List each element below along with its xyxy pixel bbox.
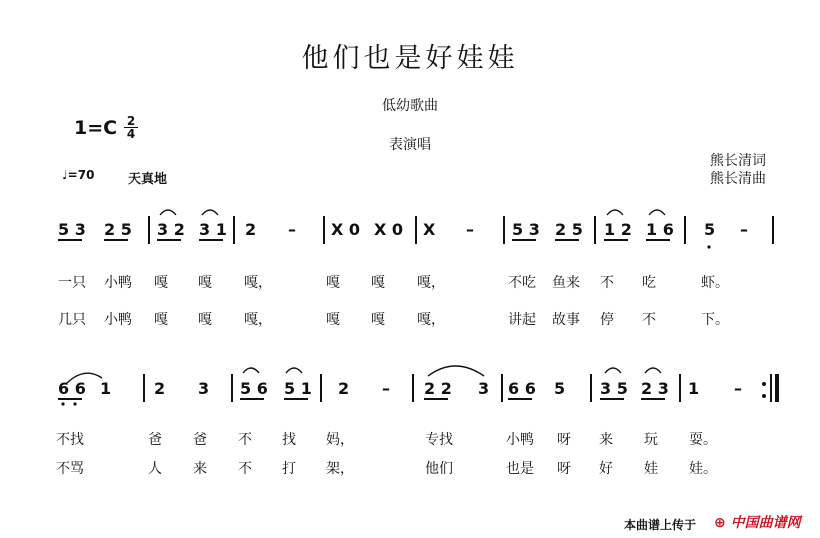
slur-icon bbox=[428, 366, 484, 376]
note: 1 2 bbox=[604, 220, 632, 239]
beam bbox=[284, 398, 308, 400]
barline bbox=[679, 374, 681, 402]
lyric: 嘎 bbox=[154, 275, 168, 291]
lyric: 嘎 bbox=[198, 275, 212, 291]
beam bbox=[58, 398, 82, 400]
lyric: 小鸭 bbox=[506, 432, 534, 448]
barline bbox=[412, 374, 414, 402]
time-numerator: 2 bbox=[126, 114, 136, 128]
note: – bbox=[382, 379, 390, 398]
beam bbox=[641, 398, 665, 400]
beam bbox=[600, 398, 624, 400]
song-category: 低幼歌曲 bbox=[382, 98, 438, 114]
note: – bbox=[466, 220, 474, 239]
lyric: 人 bbox=[148, 461, 162, 477]
lyric: 不 bbox=[642, 312, 656, 328]
lyric: 不 bbox=[238, 432, 252, 448]
barline bbox=[501, 374, 503, 402]
lyric: 爸 bbox=[148, 432, 162, 448]
lyricist-credit: 熊长清词 bbox=[710, 153, 766, 169]
note: 6 6 bbox=[508, 379, 536, 398]
lyric: 他们 bbox=[425, 461, 453, 477]
lyric: 嘎 bbox=[154, 312, 168, 328]
lyric: 嘎， bbox=[417, 275, 445, 291]
note: 3 2 bbox=[157, 220, 185, 239]
note: 2 5 bbox=[555, 220, 583, 239]
lyric: 嘎， bbox=[244, 275, 272, 291]
lyric: 嘎， bbox=[417, 312, 445, 328]
note: 2 2 bbox=[424, 379, 452, 398]
note: 3 bbox=[478, 379, 490, 398]
lyric: 一只 bbox=[58, 275, 86, 291]
lyric: 呀 bbox=[557, 432, 571, 448]
fermata-icon bbox=[160, 210, 176, 215]
note: 5 3 bbox=[512, 220, 540, 239]
fermata-icon bbox=[645, 368, 661, 373]
lyric: 爸 bbox=[193, 432, 207, 448]
note: 5 bbox=[704, 220, 716, 239]
lyric: 不骂 bbox=[56, 461, 84, 477]
barline bbox=[320, 374, 322, 402]
note: – bbox=[740, 220, 748, 239]
lyric: 耍。 bbox=[689, 432, 717, 448]
composer-credit: 熊长清曲 bbox=[710, 171, 766, 187]
repeat-dot bbox=[762, 394, 766, 398]
lyric: 不找 bbox=[56, 432, 84, 448]
note: X 0 bbox=[331, 220, 361, 239]
note: 5 6 bbox=[240, 379, 268, 398]
lyric: 妈， bbox=[326, 432, 354, 448]
lyric: 也是 bbox=[506, 461, 534, 477]
lyric: 呀 bbox=[557, 461, 571, 477]
lyric: 下。 bbox=[701, 312, 729, 328]
lyric: 来 bbox=[193, 461, 207, 477]
lyric: 不 bbox=[600, 275, 614, 291]
repeat-dot bbox=[762, 382, 766, 386]
note: X 0 bbox=[374, 220, 404, 239]
octave-dot bbox=[707, 245, 710, 248]
note: 5 bbox=[554, 379, 566, 398]
note: 2 5 bbox=[104, 220, 132, 239]
lyric: 嘎 bbox=[371, 275, 385, 291]
lyric: 专找 bbox=[425, 432, 453, 448]
note: 2 bbox=[154, 379, 166, 398]
octave-dot bbox=[61, 402, 64, 405]
note: 3 bbox=[198, 379, 210, 398]
lyric: 吃 bbox=[642, 275, 656, 291]
lyric: 小鸭 bbox=[104, 312, 132, 328]
fermata-icon bbox=[202, 210, 218, 215]
barline bbox=[143, 374, 145, 402]
lyric: 讲起 bbox=[508, 312, 536, 328]
lyric: 嘎 bbox=[326, 275, 340, 291]
final-barline bbox=[770, 374, 772, 402]
tempo-marking: ♩=70 bbox=[62, 168, 95, 182]
note: – bbox=[734, 379, 742, 398]
lyric: 几只 bbox=[58, 312, 86, 328]
upload-note: 本曲谱上传于 bbox=[624, 518, 697, 532]
lyric: 玩 bbox=[644, 432, 658, 448]
final-barline-thick bbox=[775, 374, 779, 402]
note: 3 1 bbox=[199, 220, 227, 239]
beam bbox=[240, 398, 264, 400]
note: 3 5 bbox=[600, 379, 628, 398]
lyric: 找 bbox=[282, 432, 296, 448]
fermata-icon bbox=[649, 210, 665, 215]
note: 6 6 bbox=[58, 379, 86, 398]
lyric: 小鸭 bbox=[104, 275, 132, 291]
lyric: 不 bbox=[238, 461, 252, 477]
lyric: 嘎， bbox=[244, 312, 272, 328]
lyric: 虾。 bbox=[701, 275, 729, 291]
note: 1 6 bbox=[646, 220, 674, 239]
barline bbox=[590, 374, 592, 402]
fermata-icon bbox=[607, 210, 623, 215]
lyric: 故事 bbox=[552, 312, 580, 328]
note: 1 bbox=[100, 379, 112, 398]
lyric: 好 bbox=[599, 461, 613, 477]
key-signature: 1=C bbox=[74, 117, 118, 139]
beam bbox=[424, 398, 448, 400]
lyric: 嘎 bbox=[198, 312, 212, 328]
lyric: 停 bbox=[600, 312, 614, 328]
song-title: 他们也是好娃娃 bbox=[301, 43, 519, 74]
performance-form: 表演唱 bbox=[389, 137, 431, 153]
site-logo[interactable] bbox=[714, 512, 801, 532]
barline bbox=[231, 374, 233, 402]
expression-marking: 天真地 bbox=[128, 172, 168, 187]
note: X bbox=[423, 220, 436, 239]
site-name: 中国曲谱网 bbox=[730, 515, 801, 531]
fermata-icon bbox=[605, 368, 621, 373]
note: – bbox=[288, 220, 296, 239]
note: 2 bbox=[338, 379, 350, 398]
note: 2 bbox=[245, 220, 257, 239]
lyric: 娃 bbox=[644, 461, 658, 477]
time-denominator: 4 bbox=[124, 127, 138, 140]
lyric: 鱼来 bbox=[552, 275, 580, 291]
lyric: 嘎 bbox=[326, 312, 340, 328]
site-logo-icon: ⊕ bbox=[714, 515, 726, 531]
fermata-icon bbox=[286, 368, 302, 373]
lyric: 来 bbox=[599, 432, 613, 448]
fermata-icon bbox=[243, 368, 259, 373]
note: 5 1 bbox=[284, 379, 312, 398]
note: 1 bbox=[688, 379, 700, 398]
beam bbox=[508, 398, 532, 400]
lyric: 娃。 bbox=[689, 461, 717, 477]
lyric: 架， bbox=[326, 461, 354, 477]
lyric: 打 bbox=[282, 461, 296, 477]
note: 2 3 bbox=[641, 379, 669, 398]
lyric: 不吃 bbox=[508, 275, 536, 291]
lyric: 嘎 bbox=[371, 312, 385, 328]
octave-dot bbox=[73, 402, 76, 405]
note: 5 3 bbox=[58, 220, 86, 239]
